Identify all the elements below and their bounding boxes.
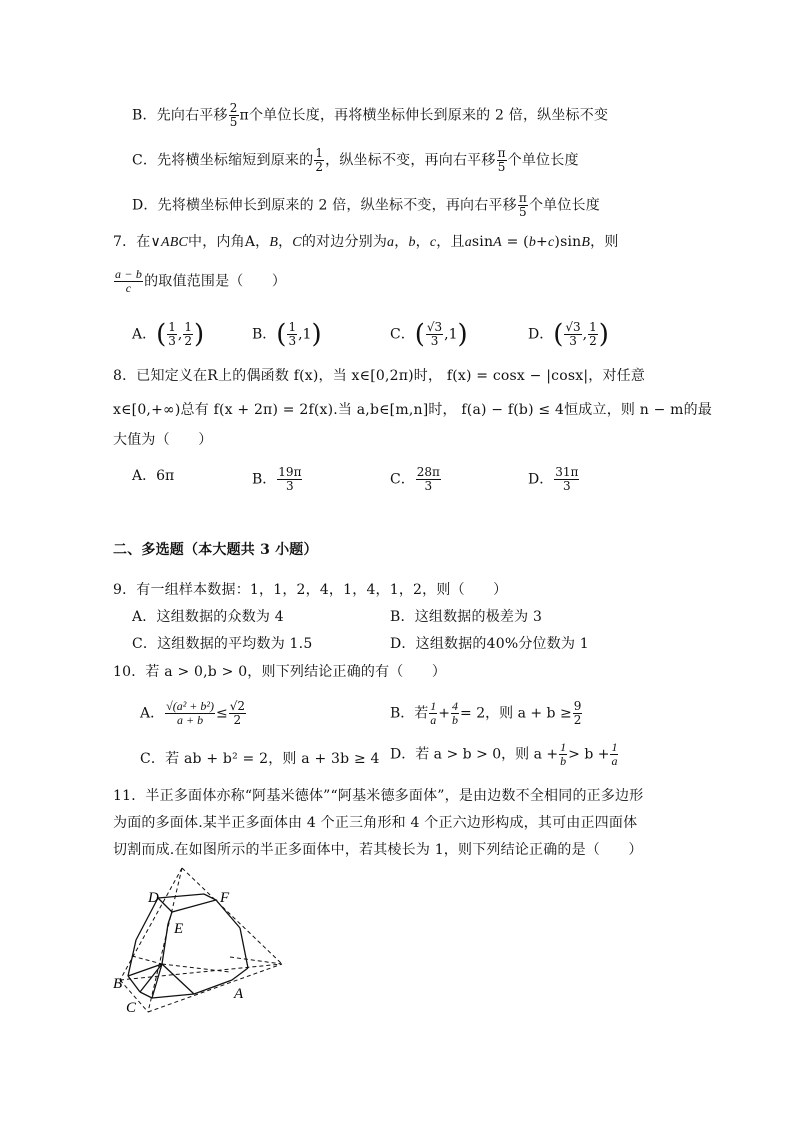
q7-stem-2: $\frac{a - b}{c}$ 的取值范围是（ ） [115, 267, 287, 295]
label-e: E [174, 921, 184, 937]
section-heading: 二、多选题（本大题共 3 小题） [113, 542, 318, 558]
q9-stem: 9．有一组样本数据：1，1，2，4，1，4，1，2，则（ ） [113, 582, 508, 598]
q9-option-c: C．这组数据的平均数为 1.5 [132, 636, 313, 652]
q7-option-c: C．( $\frac{√3}{3}$ ,1) [390, 319, 468, 350]
q10-option-b: B．若 $\frac{1}{a}$ + $\frac{4}{b}$ = 2，则 a + b ≥ $\frac{9}{2}$ [390, 699, 582, 727]
text: B．先向右平移 [132, 107, 228, 124]
q8-option-d: D． $\frac{31\pi}{3}$ [528, 465, 579, 493]
text: 个单位长度 [528, 197, 600, 214]
q6-option-c [132, 147, 579, 174]
q11-line-1: 11．半正多面体亦称“阿基米德体”“阿基米德多面体”，是由边数不全相同的正多边形 [113, 788, 644, 804]
fraction: $\frac{\pi}{5}$ [518, 191, 527, 219]
q6-option-b [132, 102, 608, 129]
q8-line-2: x∈[0,+∞)总有 f(x + 2π) = 2f(x).当 a,b∈[m,n]时， f(a) − f(b) ≤ 4恒成立，则 n − m的最 [113, 402, 713, 418]
q8-option-a: A．6π [132, 468, 175, 484]
text: ，纵坐标不变，再向右平移 [325, 152, 496, 169]
text: π个单位长度，再将横坐标伸长到原来的 2 倍，纵坐标不变 [239, 107, 609, 124]
label-f: F [220, 890, 230, 906]
q7-option-a: A．( $\frac{1}{3}$ , $\frac{1}{2}$ ) [132, 319, 205, 350]
q8-option-b: B． $\frac{19\pi}{3}$ [252, 465, 302, 493]
q7-option-d: D．( $\frac{√3}{3}$ , $\frac{1}{2}$ ) [528, 319, 609, 350]
label-a: A [234, 986, 244, 1002]
q8-option-c: C． $\frac{28\pi}{3}$ [390, 465, 440, 493]
q9-option-d: D．这组数据的40%分位数为 1 [390, 636, 589, 652]
q11-line-3: 切割而成.在如图所示的半正多面体中，若其棱长为 1，则下列结论正确的是（ ） [113, 842, 643, 858]
q7-stem: 7．在∨ABC中，内角A，B，C的对边分别为a，b，c，且asinA = (b+c)sinB，则 [113, 234, 619, 250]
q10-option-a: A． $\frac{\text{√(a² + b²)}}{a + b}$ ≤ $\frac{√2}{2}$ [140, 699, 246, 727]
q8-line-3: 大值为（ ） [113, 432, 213, 448]
q11-line-2: 为面的多面体.某半正多面体由 4 个正三角形和 4 个正六边形构成，其可由正四面体 [113, 815, 638, 831]
q7-option-b: B．( $\frac{1}{3}$ ,1) [252, 319, 322, 350]
label-b: B [113, 976, 123, 992]
q10-option-c: C．若 ab + b² = 2，则 a + 3b ≥ 4 [140, 751, 380, 767]
q10-stem: 10．若 a > 0,b > 0，则下列结论正确的有（ ） [113, 664, 447, 680]
q6-option-d [132, 192, 600, 219]
text: 个单位长度 [507, 152, 579, 169]
label-d: D [148, 890, 159, 906]
q10-option-d: D．若 a > b > 0，则 a + $\frac{1}{b}$ > b + $\frac{1}{a}$ [390, 740, 618, 768]
label-c: C [126, 1000, 137, 1016]
fraction: $\frac{\pi}{5}$ [497, 146, 506, 174]
q9-option-a: A．这组数据的众数为 4 [132, 609, 284, 625]
fraction: $\frac{a - b}{c}$ [115, 267, 143, 295]
polyhedron-figure [110, 860, 300, 1020]
q8-line-1: 8．已知定义在R上的偶函数 f(x)，当 x∈[0,2π)时， f(x) = cosx − |cosx|，对任意 [113, 368, 646, 384]
text: C．先将横坐标缩短到原来的 [132, 152, 314, 169]
fraction: $\frac{1}{2}$ [315, 146, 324, 174]
text: D．先将横坐标伸长到原来的 2 倍，纵坐标不变，再向右平移 [132, 197, 517, 214]
q9-option-b: B．这组数据的极差为 3 [390, 609, 543, 625]
tetrahedron-edges [120, 868, 282, 1012]
fraction: $\frac{2}{5}$ [229, 101, 238, 129]
